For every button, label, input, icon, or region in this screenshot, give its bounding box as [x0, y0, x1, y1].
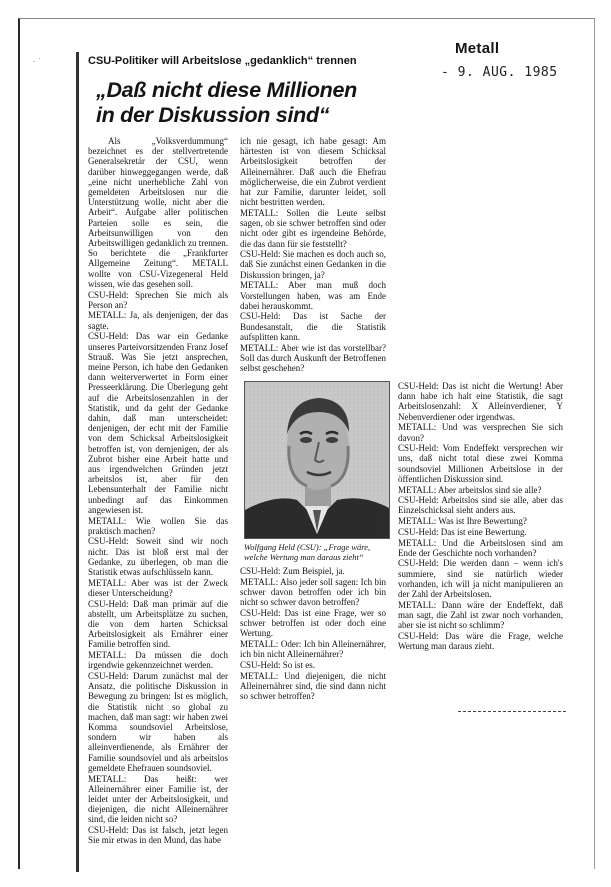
portrait-image [245, 382, 389, 538]
article-paragraph: METALL: Da müssen die doch irgendwie gekennzeichnet werden. [88, 650, 228, 671]
article-paragraph: CSU-Held: Das wäre die Frage, welche Wertung man daraus zieht. [398, 630, 563, 652]
article-paragraph: Als „Volksverdummung“ bezeichnet es der stellvertretende Generalsekretär der CSU, wenn darüber hinweggegangen werde, daß „eine nicht unerhebliche Zahl von gemeldeten Arbeitslosen nur die Unterstützung wolle, nicht aber die Arbeit“. Aufgabe aller politischen Parteien solle es sein, die Arbeitsunwilligen von den Arbeitswilligen gedanklich zu trennen. So berichtete die „Frankfurter Allgemeine Zeitung“. METALL wollte von CSU-Vizegeneral Held wissen, wie das gesehen soll. [88, 136, 228, 289]
headline-line-1: „Daß nicht diese Millionen [96, 78, 357, 102]
article-paragraph: METALL: Wie wollen Sie das praktisch machen? [88, 515, 228, 536]
article-paragraph: METALL: Aber man muß doch Vorstellungen haben, was am Ende dabei herauskommt. [240, 280, 386, 311]
article-paragraph: METALL: Aber arbeitslos sind sie alle? [398, 484, 542, 495]
article-paragraph: METALL: Also jeder soll sagen: Ich bin schwer davon betroffen oder ich bin nicht so schwer davon betroffen? [240, 576, 386, 608]
article-paragraph: CSU-Held: Die werden dann – wenn ich's summiere, sind sie natürlich wieder vorhanden, ich will ja nicht manipulieren an der Zahl der Arbeitslosen. [398, 558, 563, 600]
article-paragraph: CSU-Held: Sie machen es doch auch so, daß Sie zunächst einen Gedanken in die Diskussion bringen, ja? [240, 249, 386, 280]
article-paragraph: CSU-Held: Sprechen Sie mich als Person an? [88, 289, 228, 310]
article-paragraph: METALL: Das heißt: wer Alleinernährer einer Familie ist, der leidet unter der Arbeitslosigkeit, und diejenigen, die nicht Alleinernährer sind, die leiden nicht so? [88, 773, 228, 825]
article-column-2-bottom [240, 566, 386, 702]
source-label: Metall [455, 40, 500, 57]
article-paragraph: METALL: Aber wie ist das vorstellbar? Soll das durch Auskunft der Betroffenen selbst geschehen? [240, 342, 386, 373]
article-paragraph: METALL: Und was versprechen Sie sich davon? [398, 422, 563, 443]
article-paragraph: CSU-Held: Das ist eine Bewertung. [398, 526, 527, 537]
scan-speck: · ˙ [33, 58, 41, 66]
article-paragraph: CSU-Held: Daß man primär auf die abstellt, um Arbeitsplätze zu suchen, die von dem harten Schicksal Arbeitslosigkeit als Ernährer einer Familie betroffen sind. [88, 598, 228, 650]
article-column-3 [398, 381, 563, 652]
headline [96, 78, 436, 128]
article-paragraph: ich nie gesagt, ich habe gesagt: Am härtesten ist von diesem Schicksal Arbeitslosigkeit betroffen der Alleinernährer. Daß auch die Ehefrau möglicherweise, die ein Zubrot verdient hat zur Familie, darunter leidet, soll nicht bestritten werden. [240, 136, 386, 208]
article-paragraph: METALL: Ja, als denjenigen, der das sagte. [88, 310, 228, 331]
date-stamp: - 9. AUG. 1985 [441, 65, 558, 80]
article-paragraph: CSU-Held: Vom Endeffekt versprechen wir uns, daß nicht total diese zwei Komma soundsoviel Millionen Arbeitslose in der öffentlichen Diskussion sind. [398, 443, 563, 484]
article-paragraph: CSU-Held: So ist es. [240, 659, 316, 670]
article-paragraph: METALL: Und die Arbeitslosen sind am Ende der Geschichte noch vorhanden? [398, 537, 563, 558]
photo-credit: Foto: dpa [382, 514, 387, 534]
article-paragraph: CSU-Held: Das ist falsch, jetzt legen Sie mir etwas in den Mund, das habe [88, 825, 228, 846]
article-paragraph: METALL: Aber was ist der Zweck dieser Unterscheidung? [88, 577, 228, 598]
article-column-1 [88, 136, 228, 846]
article-paragraph: METALL: Dann wäre der Endeffekt, daß man sagt, die Zahl ist zwar noch vorhanden, aber sie ist nicht so schlimm? [398, 599, 563, 631]
article-paragraph: CSU-Held: Das ist Sache der Bundesanstalt, die die Statistik aufsplitten kann. [240, 311, 386, 342]
clipping-edge [76, 52, 79, 872]
article-paragraph: CSU-Held: Das ist eine Frage, wer so schwer betroffen ist oder doch eine Wertung. [240, 607, 386, 639]
kicker: CSU-Politiker will Arbeitslose „gedanklich“ trennen [88, 55, 357, 67]
article-paragraph: CSU-Held: Soweit sind wir noch nicht. Das ist bloß erst mal der Gedanke, zu überlegen, ob man die Statistik etwas aufschlüsseln kann. [88, 536, 228, 578]
article-paragraph: CSU-Held: Darum zunächst mal der Ansatz, die politische Diskussion in Bewegung zu bringen: Ist es möglich, die Statistik nicht so global zu machen, daß man sagt: wir haben zwei Komma soundsoviel Arbeitslose, sondern wir haben als alleinverdienende, als Ernährer der Familie soundsoviel und als arbeitslos gemeldete Ehefrauen soundsoviel. [88, 671, 228, 773]
article-paragraph: CSU-Held: Arbeitslos sind sie alle, aber das Einzelschicksal sieht anders aus. [398, 495, 563, 516]
end-rule [458, 711, 566, 712]
article-paragraph: METALL: Sollen die Leute selbst sagen, ob sie schwer betroffen sind oder nicht oder gibt es irgendeine Behörde, die das dann für sie feststellt? [240, 207, 386, 249]
portrait-photo [244, 381, 390, 539]
article-paragraph: CSU-Held: Das ist nicht die Wertung! Aber dann habe ich halt eine Statistik, die sagt Arbeitslosenzahl: X Alleinverdiener, Y Nebenverdiener oder irgendwas. [398, 381, 563, 422]
article-paragraph: METALL: Was ist Ihre Bewertung? [398, 516, 527, 527]
photo-caption: Wolfgang Held (CSU): „Frage wäre, welche Wertung man daraus zieht“ [244, 542, 371, 562]
article-column-2-top [240, 136, 386, 374]
article-paragraph: METALL: Oder: Ich bin Alleinernährer, ich bin nicht Alleinernährer? [240, 638, 386, 660]
article-paragraph: CSU-Held: Zum Beispiel, ja. [240, 566, 345, 576]
article-paragraph: CSU-Held: Das war ein Gedanke unseres Parteivorsitzenden Franz Josef Strauß. Was Sie jetzt ansprechen, meine Person, ich habe den Gedanken dann weiterverwertet in Form einer Presseerklärung. Die Überlegung geht auf die Arbeitslosenzahlen in der Statistik, und da geht der Gedanke dahin, daß man unterscheidet: denjenigen, der echt mit der Familie von dem Schicksal Arbeitslosigkeit betroffen ist, von demjenigen, der als Zubrot bisher eine Arbeit hatte und aus irgendwelchen Gründen jetzt arbeitslos ist, aber für den Lebensunterhalt der Familie nicht unbedingt auf das Einkommen angewiesen ist. [88, 331, 228, 515]
headline-line-2: in der Diskussion sind“ [96, 103, 330, 127]
article-paragraph: METALL: Und diejenigen, die nicht Alleinernährer sind, die sind dann nicht so schwer betroffen? [240, 670, 386, 701]
